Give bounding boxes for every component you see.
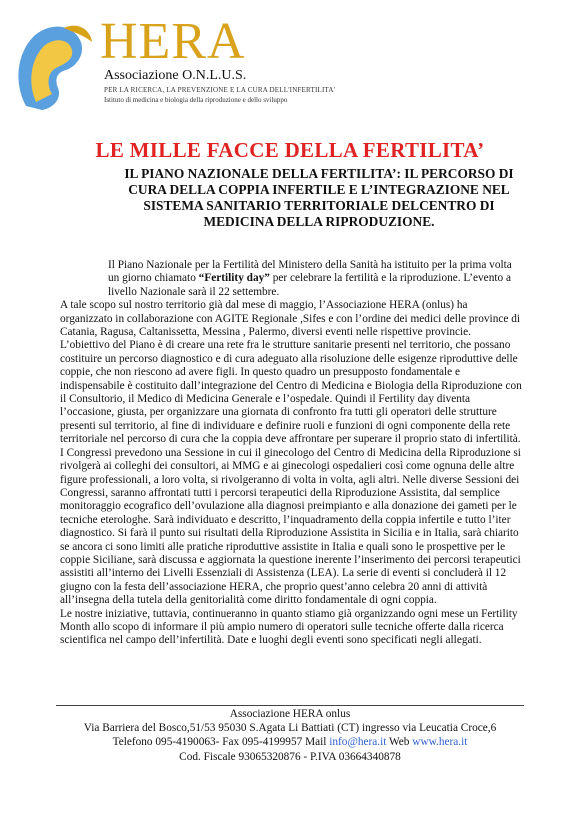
fertility-day-emphasis: “Fertility day”	[198, 272, 270, 285]
paragraph-1	[60, 259, 522, 299]
footer-address: Via Barriera del Bosco,51/53 95030 S.Agata Li Battiati (CT) ingresso via Leucatia Croce,6	[83, 722, 497, 735]
paragraph-2: A tale scopo sul nostro territorio già dal mese di maggio, l’Associazione HERA (onlus) ha organizzato in collaborazione con AGITE Regionale ,Sifes e con l’ordine dei medici delle province di Catania, Ragusa, Caltanissetta, Messina , Palermo, diversi eventi nelle rispettive provincie. L’obiettivo del Piano è di creare una rete fra le strutture sanitarie presenti nel territorio, che possano costituire un percorso diagnostico e di cura adeguato alla risoluzione delle esigenze riproduttive delle coppie, che non riescono ad avere figli. In questo quadro un presupposto fondamentale e indispensabile è costituito dall’integrazione del Centro di Medicina e Biologia della Riproduzione con il Consultorio, il Medico di Medicina Generale e l’ospedale. Quindi il Fertility day diventa l’occasione, giusta, per organizzare una giornata di confronto fra tutti gli operatori delle strutture presenti sul territorio, al fine di individuare e definire ruoli e funzioni di ogni componente della rete territoriale nel percorso di cura che la coppia deve affrontare per superare il proprio stato di infertilità. I Congressi prevedono una Sessione in cui il ginecologo del Centro di Medicina della Riproduzione si rivolgerà ai colleghi dei consultori, ai MMG e ai ginecologi ospedalieri così come ognuna delle altre figure professionali, a loro volta, si rivolgeranno di volta in volta, agli altri. Nelle diverse Sessioni dei Congressi, saranno affrontati tutti i percorsi terapeutici della Riproduzione Assistita, dal semplice monitoraggio ecografico dell’ovulazione alla diagnosi preimpianto e alla donazione dei gameti per le tecniche eterologhe. Sarà individuato e descritto, l’inquadramento della coppia infertile e tutto l’iter diagnostico. Si farà il punto sui risultati della Riproduzione Assistita in Sicilia e in Italia, sarà chiarito se ancora ci sono limiti alle pratiche riproduttive assistite in Italia e quali sono le prospettive per le coppie Siciliane, sarà discussa e aggiornata la questione inerente l’inserimento dei percorsi terapeutici assistiti all’interno dei Livelli Essenziali di Assistenza (LEA). La serie di eventi si concluderà il 12 giugno con la festa dell’associazione HERA, che proprio quest’anno celebra 20 anni di attività all’insegna della tutela della genitorialità come diritto fondamentale di ogni coppia.	[60, 299, 522, 607]
footer	[56, 707, 524, 764]
footer-tax-codes: Cod. Fiscale 93065320876 - P.IVA 03664340878	[179, 750, 401, 763]
footer-phone-fax: Telefono 095-4190063- Fax 095-4199957 Mail	[112, 736, 330, 749]
letterhead	[0, 0, 580, 120]
association-label: Associazione O.N.L.U.S.	[104, 68, 247, 83]
tagline-1: PER LA RICERCA, LA PREVENZIONE E LA CURA DELL'INFERTILITA'	[104, 86, 336, 94]
document-body	[60, 259, 522, 648]
document-title: LE MILLE FACCE DELLA FERTILITA’	[95, 138, 485, 162]
document-subtitle: IL PIANO NAZIONALE DELLA FERTILITA’: IL PERCORSO DI CURA DELLA COPPIA INFERTILE E L’INTEGRAZIONE NEL SISTEMA SANITARIO TERRITORIALE DELCENTRO DI MEDICINA DELLA RIPRODUZIONE.	[124, 166, 514, 229]
footer-divider	[56, 705, 524, 706]
tagline-2: Istituto di medicina e biologia della riproduzione e dello sviluppo	[104, 96, 288, 104]
website-link[interactable]: www.hera.it	[412, 736, 468, 749]
footer-web-label: Web	[386, 736, 413, 749]
email-link[interactable]: info@hera.it	[329, 736, 387, 749]
footer-contacts	[56, 735, 524, 749]
footer-association: Associazione HERA onlus	[229, 708, 351, 720]
paragraph-1-text-a: Il Piano Nazionale per la Fertilità del Ministero della Sanità ha istituito per la prima volta un giorno chiamato	[108, 259, 512, 285]
hera-logo-text: HERA	[100, 13, 246, 70]
hera-logo-icon	[6, 14, 106, 114]
paragraph-3: Le nostre iniziative, tuttavia, continueranno in quanto stiamo già organizzando ogni mese un Fertility Month allo scopo di informare il più ampio numero di operatori sulle tecniche offerte dalla ricerca scientifica nel campo dell’infertilità. Date e luoghi degli eventi sono specificati negli allegati.	[60, 607, 518, 647]
paragraph-1-text-b: per celebrare la fertilità e la riproduzione. L’evento a livello Nazionale sarà il 22 settembre.	[108, 272, 511, 298]
